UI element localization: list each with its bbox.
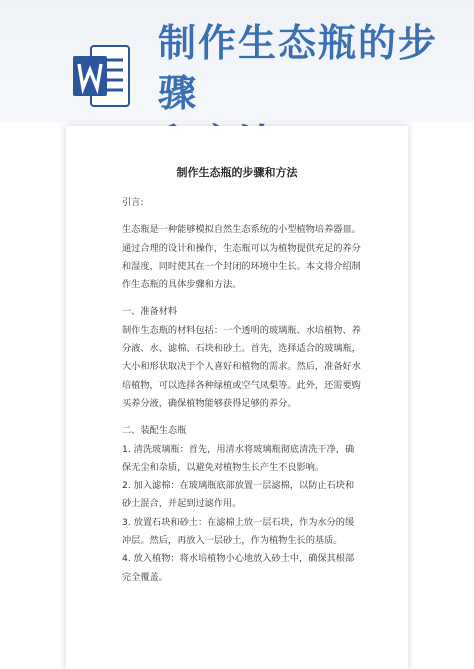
- section-heading: 二、装配生态瓶: [122, 425, 187, 437]
- section-heading: 一、准备材料: [122, 306, 178, 318]
- document-body: [122, 194, 362, 587]
- materials-paragraph: 制作生态瓶的材料包括：一个透明的玻璃瓶、水培植物、养分液、水、滤棉、石块和砂土。首先，选择适合的玻璃瓶，大小和形状取决于个人喜好和植物的需求。然后，准备好水培植物，可以选择各种绿植或空气凤梨等。此外，还需要购买养分液，确保植物能够获得足够的养分。: [122, 324, 361, 409]
- banner-title-line1: 制作生态瓶的步骤: [158, 21, 439, 115]
- intro-paragraph: 生态瓶是一种能够模拟自然生态系统的小型植物培养器皿。通过合理的设计和操作，生态瓶可以为植物提供充足的养分和湿度，同时使其在一个封闭的环境中生长。本文将介绍制作生态瓶的具体步骤和方法。: [122, 224, 361, 291]
- document-title: 制作生态瓶的步骤和方法: [176, 166, 298, 179]
- word-document-icon: [71, 44, 131, 108]
- intro-label: 引言:: [122, 197, 144, 208]
- step-paragraph: 3. 放置石块和砂土：在滤棉上放一层石块，作为水分的缓冲层。然后，再放入一层砂土，作为植物生长的基质。: [122, 516, 355, 547]
- step-paragraph: 1. 清洗玻璃瓶：首先，用清水将玻璃瓶彻底清洗干净，确保无尘和杂质，以避免对植物生长产生不良影响。: [122, 443, 355, 473]
- document-page: [66, 126, 408, 669]
- step-paragraph: 2. 加入滤棉：在玻璃瓶底部放置一层滤棉，以防止石块和砂土混合，并起到过滤作用。: [122, 480, 355, 510]
- step-paragraph: 4. 放入植物：将水培植物小心地放入砂土中，确保其根部完全覆盖。: [122, 553, 355, 583]
- header-banner: [0, 0, 474, 122]
